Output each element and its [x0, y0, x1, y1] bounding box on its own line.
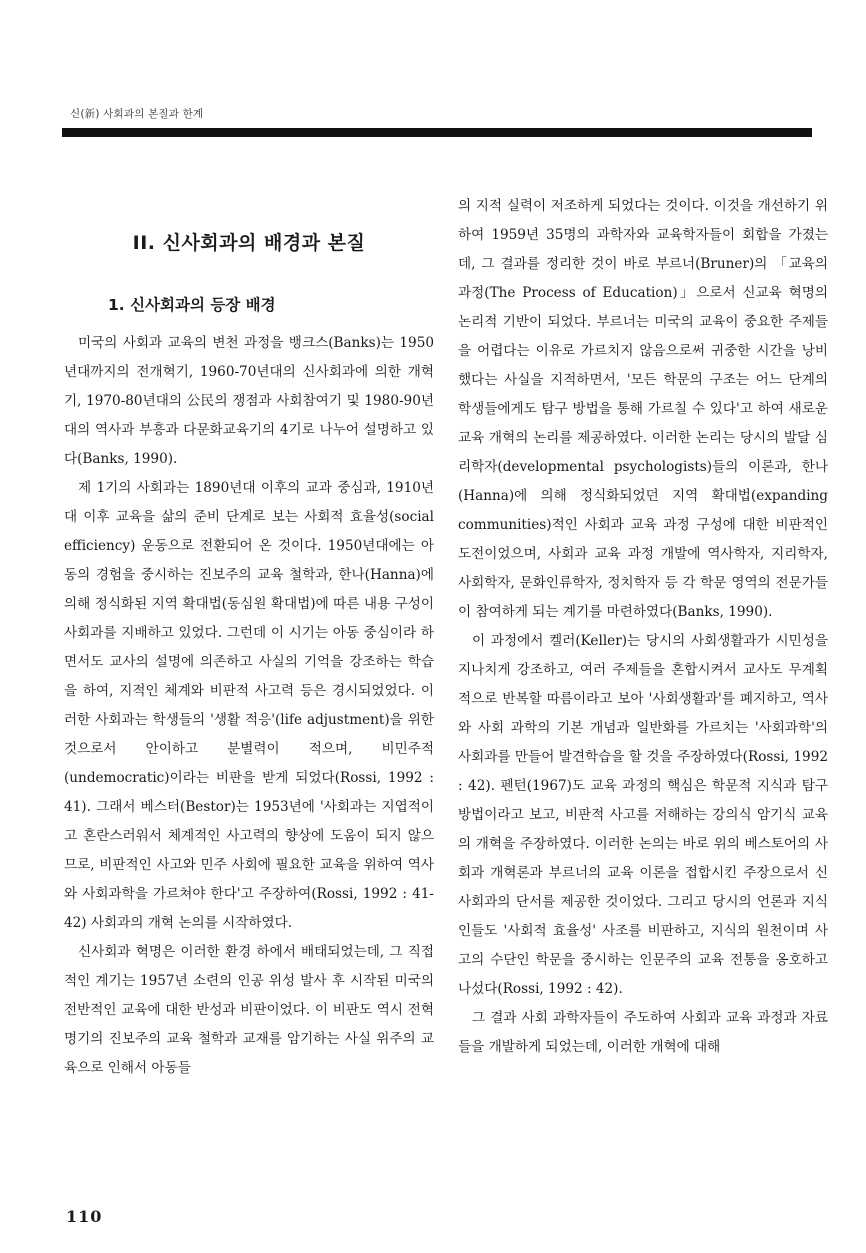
paragraph: 신사회과 혁명은 이러한 환경 하에서 배태되었는데, 그 직접적인 계기는 1957년 소련의 인공 위성 발사 후 시작된 미국의 전반적인 교육에 대한 반성과 비판이었다. 이 비판도 역시 전혁명기의 진보주의 교육 철학과 교재를 암기하는 사실 위주의 교육으로 인해서 아동들	[64, 944, 434, 1076]
right-body	[458, 192, 828, 1062]
running-head: 신(新) 사회과의 본질과 한계	[70, 108, 204, 120]
left-column	[64, 190, 434, 1083]
paragraph: 이 과정에서 켈러(Keller)는 당시의 사회생활과가 시민성을 지나치게 강조하고, 여러 주제들을 혼합시켜서 교사도 무계획적으로 반복할 따름이라고 보아 '사회생활과'를 폐지하고, 역사와 사회 과학의 기본 개념과 일반화를 가르치는 '사회과학'의 사회과를 만들어 발견학습을 할 것을 주장하였다(Rossi, 1992 : 42). 펜턴(1967)도 교육 과정의 핵심은 학문적 지식과 탐구 방법이라고 보고, 비판적 사고를 저해하는 강의식 암기식 교육의 개혁을 주장하였다. 이러한 논의는 바로 위의 베스토어의 사회과 개혁론과 부르너의 교육 이론을 접합시킨 주장으로서 신사회과의 단서를 제공한 것이었다. 그리고 당시의 언론과 지식인들도 '사회적 효율성' 사조를 비판하고, 지식의 원천이며 사고의 수단인 학문을 중시하는 인문주의 교육 전통을 옹호하고 나섰다(Rossi, 1992 : 42).	[458, 633, 828, 997]
section-title: II. 신사회과의 배경과 본질	[132, 232, 366, 254]
page-number: 110	[66, 1207, 103, 1226]
left-body	[64, 329, 434, 1083]
subsection-title: 1. 신사회과의 등장 배경	[108, 296, 276, 314]
right-column	[458, 192, 828, 1062]
paragraph: 그 결과 사회 과학자들이 주도하여 사회과 교육 과정과 자료들을 개발하게 되었는데, 이러한 개혁에 대해	[458, 1010, 828, 1055]
header-rule	[62, 128, 812, 137]
paragraph: 의 지적 실력이 저조하게 되었다는 것이다. 이것을 개선하기 위하여 1959년 35명의 과학자와 교육학자들이 회합을 가졌는데, 그 결과를 정리한 것이 바로 부르너(Bruner)의 「교육의 과정(The Process of Education)」으로서 신교육 혁명의 논리적 기반이 되었다. 부르너는 미국의 교육이 중요한 주제들을 어렵다는 이유로 가르치지 않음으로써 귀중한 시간을 낭비했다는 사실을 지적하면서, '모든 학문의 구조는 어느 단계의 학생들에게도 탐구 방법을 통해 가르칠 수 있다'고 하여 새로운 교육 개혁의 논리를 제공하였다. 이러한 논리는 당시의 발달 심리학자(developmental psychologists)들의 이론과, 한나(Hanna)에 의해 정식화되었던 지역 확대법(expanding communities)적인 사회과 교육 과정 구성에 대한 비판적인 도전이었으며, 사회과 교육 과정 개발에 역사학자, 지리학자, 사회학자, 문화인류학자, 정치학자 등 각 학문 영역의 전문가들이 참여하게 되는 계기를 마련하였다(Banks, 1990).	[458, 198, 828, 620]
paragraph: 제 1기의 사회과는 1890년대 이후의 교과 중심과, 1910년대 이후 교육을 삶의 준비 단계로 보는 사회적 효율성(social efficiency) 운동으로 전환되어 온 것이다. 1950년대에는 아동의 경험을 중시하는 진보주의 교육 철학과, 한나(Hanna)에 의해 정식화된 지역 확대법(동심원 확대법)에 따른 내용 구성이 사회과를 지배하고 있었다. 그런데 이 시기는 아동 중심이라 하면서도 교사의 설명에 의존하고 사실의 기억을 강조하는 학습을 하여, 지적인 체계와 비판적 사고력 등은 경시되었었다. 이러한 사회과는 학생들의 '생활 적응'(life adjustment)을 위한 것으로서 안이하고 분별력이 적으며, 비민주적(undemocratic)이라는 비판을 받게 되었다(Rossi, 1992 : 41). 그래서 베스터(Bestor)는 1953년에 '사회과는 지엽적이고 혼란스러워서 체계적인 사고력의 향상에 도움이 되지 않으므로, 비판적인 사고와 민주 사회에 필요한 교육을 위하여 역사와 사회과학을 가르쳐야 한다'고 주장하여(Rossi, 1992 : 41-42) 사회과의 개혁 논의를 시작하였다.	[64, 480, 434, 931]
paragraph: 미국의 사회과 교육의 변천 과정을 뱅크스(Banks)는 1950년대까지의 전개혁기, 1960-70년대의 신사회과에 의한 개혁기, 1970-80년대의 公民의 쟁점과 사회참여기 및 1980-90년대의 역사과 부흥과 다문화교육기의 4기로 나누어 설명하고 있다(Banks, 1990).	[64, 335, 434, 467]
